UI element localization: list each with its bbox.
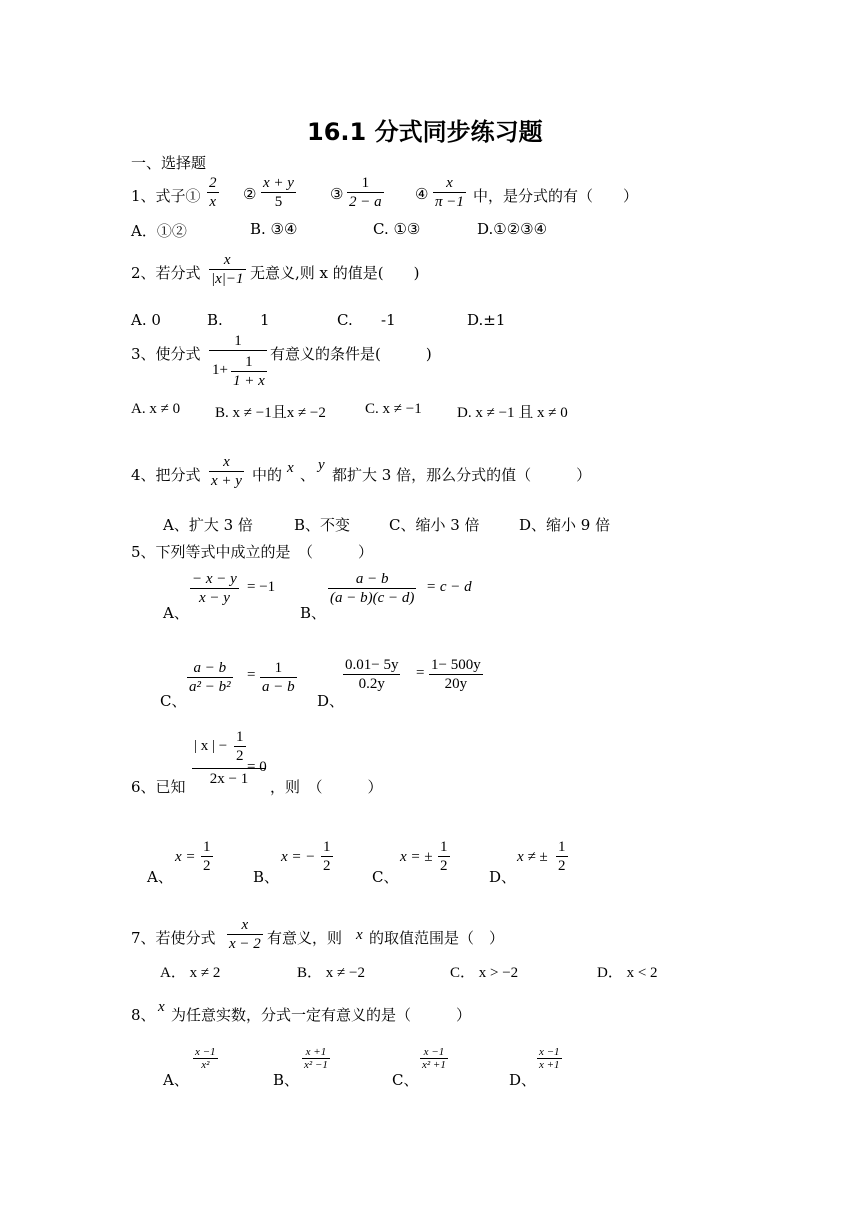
denominator: 2 − a	[349, 194, 382, 210]
numerator: 1	[558, 839, 566, 855]
q1-fraction-4	[433, 174, 466, 211]
numerator: x −1	[195, 1046, 216, 1058]
denominator: x − 2	[229, 936, 261, 952]
q8-label-c: C、	[392, 1071, 419, 1089]
q8-stem: 为任意实数，分式一定有意义的是（ ）	[171, 1006, 472, 1024]
q5-option-d-equals: =	[416, 665, 425, 681]
denominator: x + y	[211, 473, 242, 489]
q5-label-b: B、	[300, 604, 327, 622]
q7-option-c: C． x > −2	[450, 965, 519, 981]
q4-option-d: D、缩小 9 倍	[519, 516, 611, 534]
q2-option-b-value: 1	[260, 311, 270, 329]
numerator: x + y	[263, 175, 294, 191]
q1-fraction-1	[207, 174, 219, 211]
q1-circle-2: ②	[243, 185, 257, 203]
numerator: x	[223, 454, 230, 470]
q6-label-b: B、	[253, 868, 280, 886]
q8-label-b: B、	[273, 1071, 300, 1089]
q8-option-c-fraction	[420, 1046, 448, 1071]
q1-circle-4: ④	[415, 185, 429, 203]
denominator: x² +1	[422, 1059, 446, 1071]
q1-stem-prefix: 1、式子①	[131, 187, 201, 205]
q4-var-x: x	[287, 460, 294, 476]
q8-number: 8、	[131, 1006, 156, 1024]
q5-option-d-fraction	[343, 656, 400, 693]
q3-option-b: B. x ≠ −1且x ≠ −2	[215, 405, 326, 421]
denominator: 2x − 1	[192, 768, 266, 789]
q6-option-d-fraction	[556, 838, 568, 875]
q5-option-c-fraction	[187, 659, 233, 696]
q2-option-d: D.±1	[467, 311, 506, 329]
numerator: 1	[234, 333, 242, 349]
denominator: a² − b²	[189, 679, 231, 695]
numerator: 1	[203, 839, 211, 855]
q5-label-c: C、	[160, 692, 187, 710]
q3-option-a: A. x ≠ 0	[131, 401, 181, 417]
q7-var-x: x	[356, 927, 363, 943]
q6-option-a-fraction	[201, 838, 213, 875]
denominator-prefix: 1+	[212, 362, 228, 378]
q5-option-a-fraction	[190, 570, 239, 607]
numerator: 2	[209, 175, 217, 191]
q6-option-c-fraction	[438, 838, 450, 875]
q5-option-d-rhs	[429, 656, 483, 693]
q7-option-b: B． x ≠ −2	[297, 965, 365, 981]
numerator: 1	[440, 839, 448, 855]
q4-stem-suffix: 都扩大 3 倍，那么分式的值（ ）	[332, 466, 592, 484]
denominator: (a − b)(c − d)	[330, 590, 415, 606]
q6-option-b-fraction	[321, 838, 333, 875]
denominator: x²	[193, 1058, 218, 1071]
q5-option-c-equals: =	[247, 667, 256, 683]
q3-complex-fraction	[209, 332, 267, 391]
section-heading: 一、选择题	[131, 154, 207, 172]
numerator: 1	[361, 175, 370, 191]
numerator: a − b	[355, 571, 389, 587]
q2-stem-prefix: 2、若分式	[131, 264, 201, 282]
q3-stem-suffix: 有意义的条件是( )	[270, 345, 432, 363]
numerator: 1	[236, 729, 244, 745]
numerator: x +1	[305, 1046, 327, 1058]
numerator: x	[241, 917, 249, 933]
denominator: 20y	[429, 674, 483, 693]
q1-option-d: D.①②③④	[477, 220, 548, 238]
numerator: a − b	[193, 660, 227, 676]
q8-label-d: D、	[509, 1071, 537, 1089]
q7-option-d: D． x < 2	[597, 965, 658, 981]
numerator: x −1	[539, 1046, 560, 1058]
q6-label-c: C、	[372, 868, 399, 886]
denominator: 0.2y	[343, 674, 400, 693]
q7-fraction	[227, 916, 263, 953]
q1-fraction-3	[347, 174, 384, 211]
q6-stem-suffix: ，则 （ ）	[270, 778, 383, 796]
q4-stem-mid: 中的	[252, 466, 283, 484]
q2-option-c-letter: C.	[337, 311, 353, 329]
q2-option-a: A. 0	[131, 311, 161, 329]
denominator: x	[207, 192, 219, 211]
q8-option-d-fraction	[537, 1046, 562, 1071]
denominator: x − y	[190, 588, 239, 607]
q1-circle-3: ③	[330, 185, 344, 203]
q8-option-b-fraction	[302, 1046, 330, 1071]
q4-option-b: B、不变	[294, 516, 351, 534]
q3-option-d: D. x ≠ −1 且 x ≠ 0	[457, 405, 568, 421]
denominator: a − b	[262, 679, 295, 695]
q6-label-a: A、	[147, 868, 173, 886]
q6-stem-prefix: 6、已知	[131, 778, 186, 796]
q1-stem-suffix: 中，是分式的有（ ）	[473, 187, 639, 205]
numerator-prefix: | x | −	[194, 738, 228, 754]
denominator: 2	[558, 858, 566, 874]
numerator: 1− 500y	[431, 657, 481, 673]
q5-stem: 5、下列等式中成立的是 （ ）	[131, 543, 374, 561]
denominator: 1 + x	[233, 373, 265, 389]
q2-option-c-value: -1	[381, 311, 396, 329]
q5-option-a-rhs: = −1	[247, 579, 276, 595]
q3-option-c: C. x ≠ −1	[365, 401, 422, 417]
q6-rhs: = 0	[247, 759, 267, 775]
numerator: 1	[323, 839, 331, 855]
q2-option-b-letter: B.	[207, 311, 223, 329]
denominator: |x|−1	[211, 271, 244, 287]
q4-stem-prefix: 4、把分式	[131, 466, 201, 484]
q1-fraction-2	[261, 174, 296, 211]
numerator: x −1	[423, 1046, 445, 1058]
denominator: 2	[323, 858, 331, 874]
q8-var-x: x	[158, 999, 165, 1015]
q8-option-a-fraction	[193, 1046, 218, 1071]
denominator: 5	[261, 192, 296, 211]
denominator: 2	[440, 858, 448, 874]
q1-option-c: C. ①③	[373, 220, 421, 238]
q4-var-y: y	[318, 457, 325, 473]
q7-stem-suffix: 的取值范围是（ ）	[369, 929, 505, 947]
denominator: 2	[203, 858, 211, 874]
q6-option-b-lhs: x = −	[281, 849, 316, 865]
q4-separator: 、	[300, 466, 316, 484]
q7-stem-prefix: 7、若使分式	[131, 929, 216, 947]
q5-label-d: D、	[317, 692, 345, 710]
numerator: − x − y	[192, 571, 237, 587]
denominator: x² −1	[304, 1059, 328, 1071]
q6-option-d-lhs: x ≠ ±	[517, 849, 548, 865]
q6-option-a-lhs: x =	[175, 849, 196, 865]
q7-option-a: A． x ≠ 2	[160, 965, 221, 981]
denominator: π −1	[435, 194, 464, 210]
q5-option-b-fraction	[328, 570, 416, 607]
numerator: x	[223, 252, 231, 268]
q1-option-b: B. ③④	[250, 220, 298, 238]
q6-label-d: D、	[489, 868, 517, 886]
numerator: 1	[274, 660, 283, 676]
denominator	[209, 350, 267, 391]
q2-stem-suffix: 无意义,则 x 的值是( )	[250, 264, 420, 282]
q2-fraction	[209, 251, 246, 288]
q3-stem-prefix: 3、使分式	[131, 345, 201, 363]
q4-fraction	[209, 453, 244, 490]
q5-option-b-rhs: = c − d	[426, 579, 472, 595]
q3-inner-fraction	[231, 353, 267, 390]
q4-option-a: A、扩大 3 倍	[163, 516, 253, 534]
q8-label-a: A、	[163, 1071, 189, 1089]
q5-option-c-rhs	[260, 659, 297, 696]
page-title: 16.1 分式同步练习题	[307, 118, 543, 146]
q1-option-a: A．①②	[131, 222, 187, 240]
q5-label-a: A、	[163, 604, 189, 622]
q6-half-fraction	[234, 728, 246, 765]
numerator: 1	[245, 354, 253, 370]
denominator: x +1	[539, 1059, 560, 1071]
q4-option-c: C、缩小 3 倍	[389, 516, 480, 534]
q7-stem-mid: 有意义，则	[267, 929, 343, 947]
denominator: 2	[236, 748, 244, 764]
q6-option-c-lhs: x = ±	[400, 849, 433, 865]
numerator: x	[446, 175, 453, 191]
numerator: 0.01− 5y	[345, 657, 399, 673]
